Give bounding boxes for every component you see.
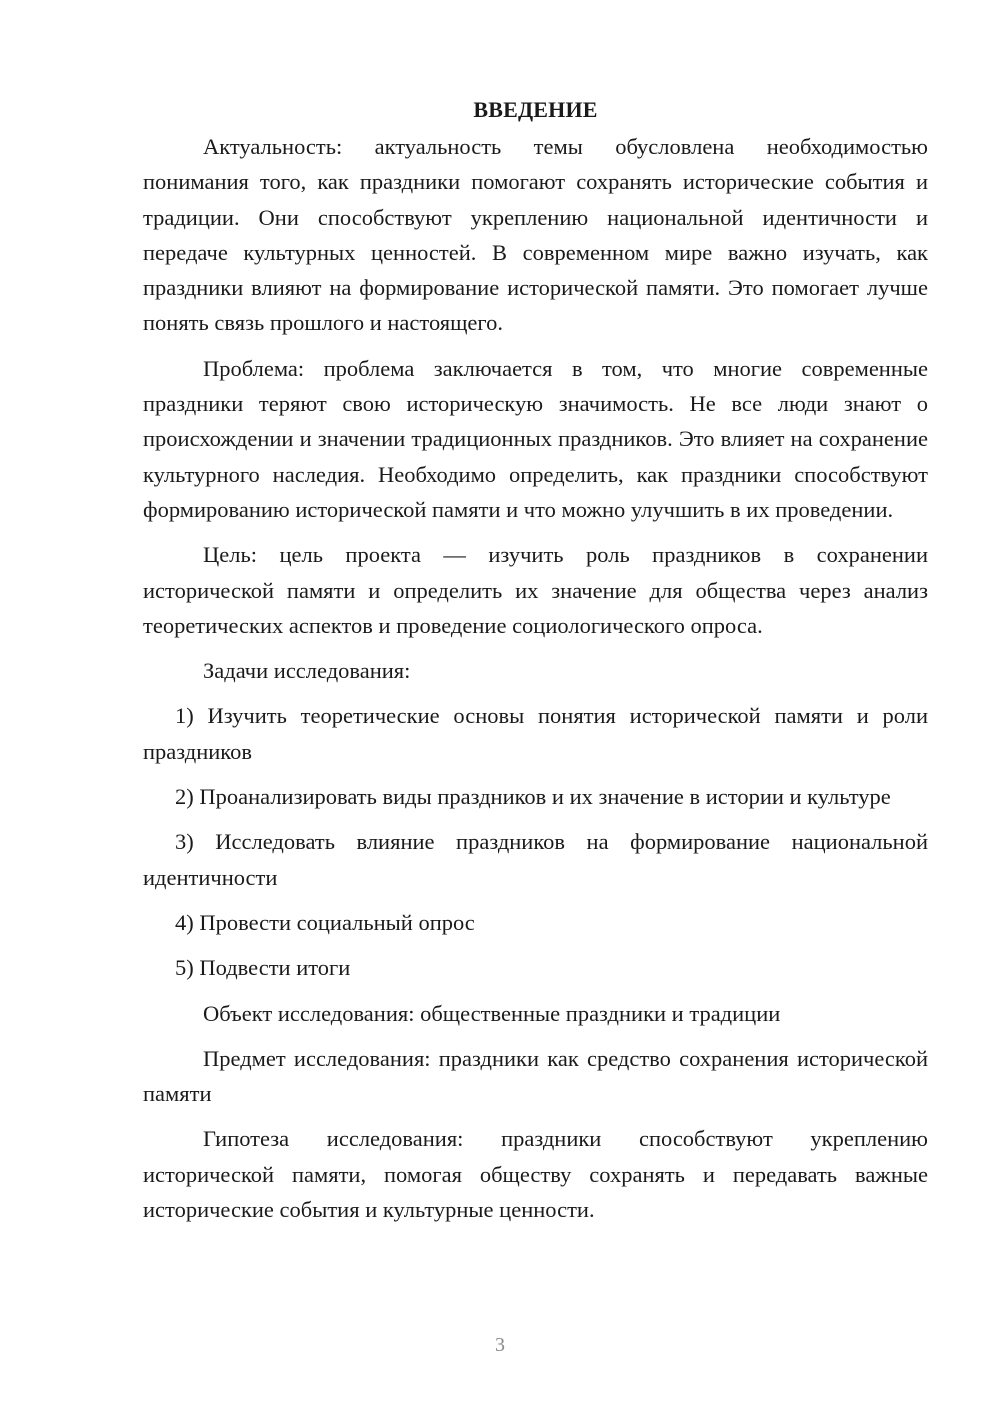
tasks-heading: Задачи исследования: bbox=[203, 658, 411, 684]
section-heading: ВВЕДЕНИЕ bbox=[473, 97, 598, 122]
document-page bbox=[143, 92, 928, 1237]
task-item: 1) Изучить теоретические основы понятия исторической памяти и роли праздников bbox=[143, 703, 928, 764]
problem-paragraph: Проблема: проблема заключается в том, что многие современные праздники теряют свою историческую значимость. Не все люди знают о происхождении и значении традиционных праздников. Это влияет на сохранение культурного наследия. Необходимо определить, как праздники способствуют формированию исторической памяти и что можно улучшить в их проведении. bbox=[143, 355, 928, 522]
task-item: 2) Проанализировать виды праздников и их значение в истории и культуре bbox=[175, 784, 891, 810]
task-item: 4) Провести социальный опрос bbox=[175, 909, 475, 935]
hypothesis-paragraph: Гипотеза исследования: праздники способствуют укреплению исторической памяти, помогая обществу сохранять и передавать важные исторические события и культурные ценности. bbox=[143, 1126, 928, 1223]
object-paragraph: Объект исследования: общественные праздники и традиции bbox=[203, 1000, 781, 1026]
task-item: 3) Исследовать влияние праздников на формирование национальной идентичности bbox=[143, 829, 928, 890]
task-item: 5) Подвести итоги bbox=[175, 955, 351, 981]
page-number: 3 bbox=[495, 1334, 505, 1356]
subject-paragraph: Предмет исследования: праздники как средство сохранения исторической памяти bbox=[143, 1045, 928, 1107]
goal-paragraph: Цель: цель проекта — изучить роль праздников в сохранении исторической памяти и определить их значение для общества через анализ теоретических аспектов и проведение социологического опроса. bbox=[143, 542, 928, 638]
relevance-paragraph: Актуальность: актуальность темы обусловлена необходимостью понимания того, как праздники помогают сохранять исторические события и традиции. Они способствуют укреплению национальной идентичности и передаче культурных ценностей. В современном мире важно изучать, как праздники влияют на формирование исторической памяти. Это помогает лучше понять связь прошлого и настоящего. bbox=[143, 134, 928, 336]
